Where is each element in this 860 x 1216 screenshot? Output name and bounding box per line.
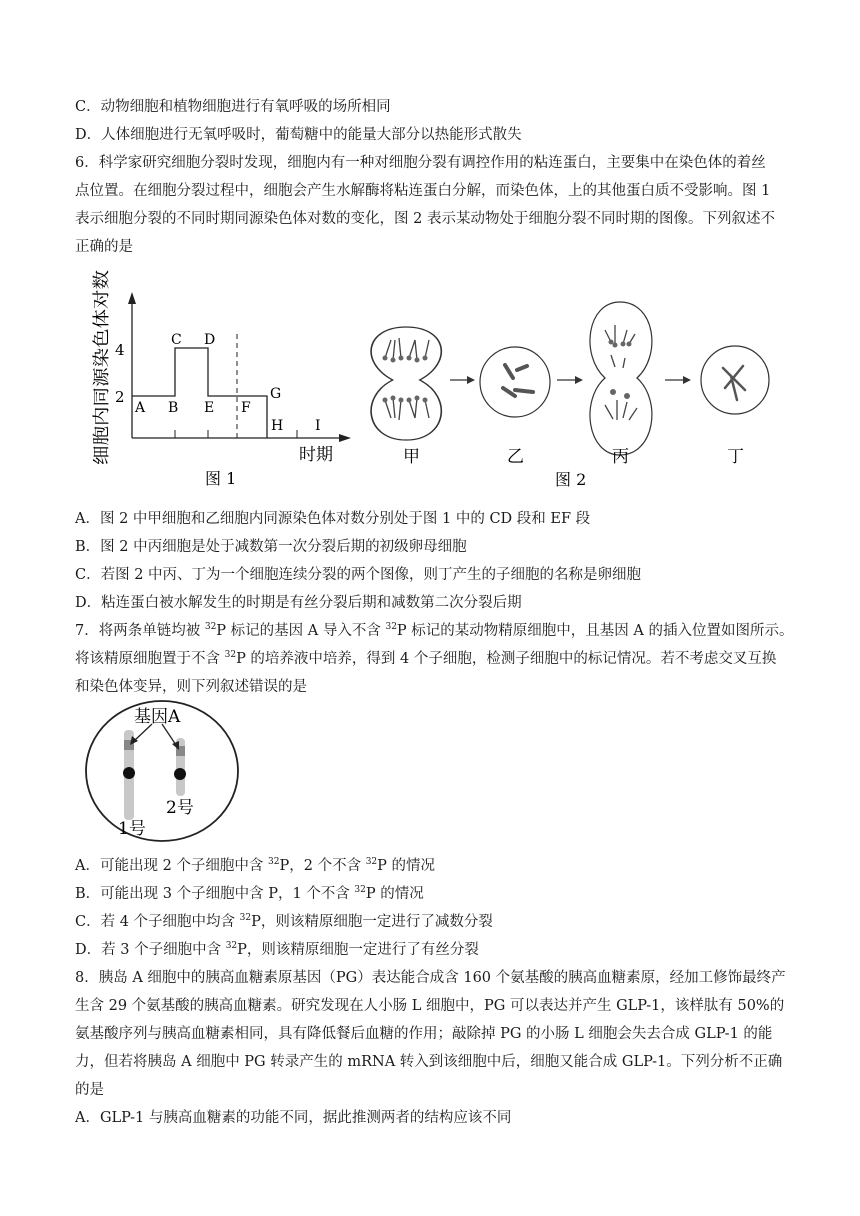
fig2-caption: 图 2 <box>555 470 587 489</box>
q7-option-d: D．若 3 个子细胞中含 $^{32}$P，则该精原细胞一定进行了有丝分裂 <box>75 941 479 958</box>
arrow-2 <box>557 376 583 384</box>
arrow-3 <box>665 376 691 384</box>
cell-ding <box>701 346 769 414</box>
fig2-label-ding: 丁 <box>727 447 744 467</box>
fig1-point-a: A <box>135 400 146 416</box>
figure-gene-a <box>82 698 242 843</box>
figure-2-cells <box>365 300 795 490</box>
fig1-point-i: I <box>315 418 321 434</box>
q8-stem-line-3: 氨基酸序列与胰高血糖素相同，具有降低餐后血糖的作用；敲除掉 PG 的小肠 L 细胞会失去合成 GLP-1 的能 <box>75 1026 773 1042</box>
gene-a-label: 基因A <box>134 707 181 727</box>
q5-option-d: D．人体细胞进行无氧呼吸时，葡萄糖中的能量大部分以热能形式散失 <box>75 127 522 143</box>
chrom-2-label: 2号 <box>166 798 194 818</box>
fig1-ylabel: 细胞内同源染色体对数 <box>92 295 112 465</box>
cell-bing <box>590 302 652 455</box>
fig1-point-f: F <box>241 400 251 416</box>
fig1-caption: 图 1 <box>205 469 237 488</box>
fig1-point-b: B <box>168 400 179 416</box>
fig1-step-line <box>132 348 267 438</box>
chrom-1-label: 1号 <box>118 819 146 839</box>
arrow-1 <box>450 376 475 384</box>
q7-option-a: A．可能出现 2 个子细胞中含 $^{32}$P，2 个不含 $^{32}$P 的情况 <box>75 857 436 874</box>
q8-stem-line-2: 生含 29 个氨基酸的胰高血糖素。研究发现在人小肠 L 细胞中，PG 可以表达并产生 GLP-1，该样肽有 50%的 <box>75 998 785 1014</box>
q6-option-c: C．若图 2 中丙、丁为一个细胞连续分裂的两个图像，则丁产生的子细胞的名称是卵细胞 <box>75 567 642 583</box>
fig2-label-jia: 甲 <box>403 447 420 467</box>
q7-stem-line-3: 和染色体变异，则下列叙述错误的是 <box>75 679 307 695</box>
fig1-ytick-4: 4 <box>115 341 125 359</box>
figure-1-chart <box>85 260 365 490</box>
q7-option-c: C．若 4 个子细胞中均含 $^{32}$P，则该精原细胞一定进行了减数分裂 <box>75 913 493 930</box>
fig2-label-yi: 乙 <box>507 447 524 467</box>
fig1-point-d: D <box>204 332 216 348</box>
q8-option-a: A．GLP-1 与胰高血糖素的功能不同，据此推测两者的结构应该不同 <box>75 1110 512 1126</box>
fig1-y-arrow <box>128 292 136 304</box>
fig1-xlabel: 时期 <box>299 445 333 465</box>
fig1-point-h: H <box>271 418 284 434</box>
q7-stem-line-1: 7．将两条单链均被 $^{32}$P 标记的基因 A 导入不含 $^{32}$P 标记的某动物精原细胞中，且基因 A 的插入位置如图所示。 <box>75 622 794 639</box>
centromere-1 <box>123 767 135 779</box>
cell-jia <box>371 327 441 440</box>
q6-option-b: B．图 2 中丙细胞是处于减数第一次分裂后期的初级卵母细胞 <box>75 539 467 555</box>
fig1-x-arrow <box>339 434 351 442</box>
fig1-point-c: C <box>171 332 182 348</box>
centromere-2 <box>174 768 186 780</box>
q6-option-d: D．粘连蛋白被水解发生的时期是有丝分裂后期和减数第二次分裂后期 <box>75 595 522 611</box>
q6-option-a: A．图 2 中甲细胞和乙细胞内同源染色体对数分别处于图 1 中的 CD 段和 EF 段 <box>75 511 591 527</box>
q7-stem-line-2: 将该精原细胞置于不含 $^{32}$P 的培养液中培养，得到 4 个子细胞，检测子细胞中的标记情况。若不考虑交叉互换 <box>75 650 777 667</box>
cell-yi <box>480 347 550 417</box>
q6-stem-line-3: 表示细胞分裂的不同时期同源染色体对数的变化，图 2 表示某动物处于细胞分裂不同时期的图像。下列叙述不 <box>75 211 775 227</box>
q8-stem-line-5: 的是 <box>75 1082 104 1098</box>
q6-stem-line-2: 点位置。在细胞分裂过程中，细胞会产生水解酶将粘连蛋白分解，而染色体，上的其他蛋白质不受影响。图 1 <box>75 183 771 199</box>
q8-stem-line-1: 8．胰岛 A 细胞中的胰高血糖素原基因（PG）表达能合成含 160 个氨基酸的胰高血糖素原，经加工修饰最终产 <box>75 970 786 986</box>
q6-stem-line-1: 6．科学家研究细胞分裂时发现，细胞内有一种对细胞分裂有调控作用的粘连蛋白，主要集中在染色体的着丝 <box>75 155 766 171</box>
fig1-point-e: E <box>204 400 215 416</box>
q6-stem-line-4: 正确的是 <box>75 239 133 255</box>
q8-stem-line-4: 力，但若将胰岛 A 细胞中 PG 转录产生的 mRNA 转入到该细胞中后，细胞又能合成 GLP-1。下列分析不正确 <box>75 1054 783 1070</box>
fig1-ytick-2: 2 <box>115 388 125 406</box>
fig1-point-g: G <box>270 386 282 402</box>
q7-option-b: B．可能出现 3 个子细胞中含 P，1 个不含 $^{32}$P 的情况 <box>75 885 424 902</box>
fig2-label-bing: 丙 <box>612 447 629 467</box>
q5-option-c: C．动物细胞和植物细胞进行有氧呼吸的场所相同 <box>75 99 391 115</box>
